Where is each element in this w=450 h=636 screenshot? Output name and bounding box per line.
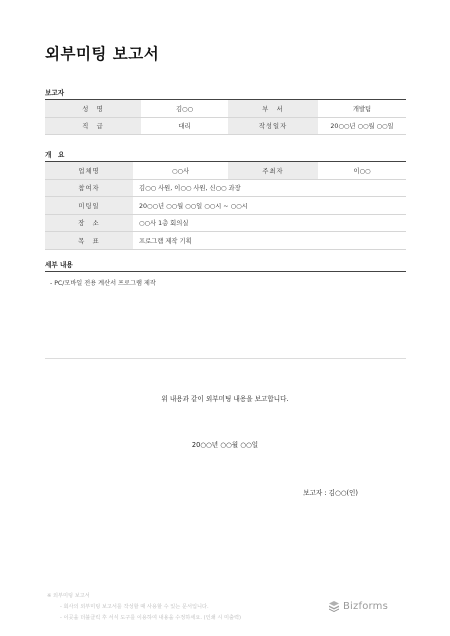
company-label: 업체명 [45, 162, 133, 179]
bizforms-logo [328, 600, 388, 612]
table-row [45, 117, 406, 135]
table-row [45, 197, 406, 215]
meeting-date-label: 미팅일 [45, 197, 133, 215]
overview-table [45, 162, 406, 250]
overview-section-label: 개 요 [45, 151, 65, 159]
company-value[interactable]: ○○사 [133, 162, 228, 179]
document-title: 외부미팅 보고서 [45, 45, 160, 63]
position-label: 직 급 [45, 117, 141, 135]
goal-value[interactable]: 프로그램 제작 기획 [133, 232, 406, 250]
department-label: 부 서 [228, 100, 318, 117]
name-value[interactable]: 김○○ [141, 100, 228, 117]
table-row [45, 162, 406, 179]
name-label: 성 명 [45, 100, 141, 117]
place-value[interactable]: ○○사 1층 회의실 [133, 214, 406, 232]
brand-name: Bizforms [343, 600, 389, 612]
reporter-table [45, 100, 406, 135]
details-section-label: 세부 내용 [45, 261, 73, 269]
details-bottom-rule [45, 358, 406, 359]
host-label: 주최자 [228, 162, 318, 179]
reporter-signature[interactable]: 보고자 : 김○○(인) [303, 489, 358, 497]
stack-icon [328, 600, 340, 612]
written-date-label: 작성일자 [228, 117, 318, 135]
footnote-title: ※ 외부미팅 보고서 [47, 593, 90, 599]
meeting-date-value[interactable]: 20○○년 ○○월 ○○일 ○○시 ~ ○○시 [133, 197, 406, 215]
details-section-rule [45, 271, 406, 272]
report-date[interactable]: 20○○년 ○○월 ○○일 [191, 441, 259, 449]
table-row [45, 232, 406, 250]
attendees-label: 참여자 [45, 179, 133, 197]
position-value[interactable]: 대리 [141, 117, 228, 135]
footnote-line-1: - 회사의 외부미팅 보고서를 작성할 때 사용할 수 있는 문서입니다. [60, 604, 209, 610]
goal-label: 목 표 [45, 232, 133, 250]
table-row [45, 179, 406, 197]
table-row [45, 214, 406, 232]
written-date-value[interactable]: 20○○년 ○○월 ○○일 [318, 117, 406, 135]
attendees-value[interactable]: 김○○ 사원, 이○○ 사원, 신○○ 과장 [133, 179, 406, 197]
host-value[interactable]: 이○○ [318, 162, 406, 179]
table-row [45, 100, 406, 117]
footnote-line-2: - 이곳을 더블클릭 후 서식 도구를 이용하여 내용을 수정하세요. (인쇄 시 미출력) [60, 615, 242, 621]
reporter-section-label: 보고자 [45, 89, 65, 97]
department-value[interactable]: 개발팀 [318, 100, 406, 117]
report-statement: 위 내용과 같이 외부미팅 내용을 보고합니다. [161, 395, 289, 403]
details-text[interactable]: - PC/모바일 전용 계산서 프로그램 제작 [50, 280, 156, 287]
place-label: 장 소 [45, 214, 133, 232]
